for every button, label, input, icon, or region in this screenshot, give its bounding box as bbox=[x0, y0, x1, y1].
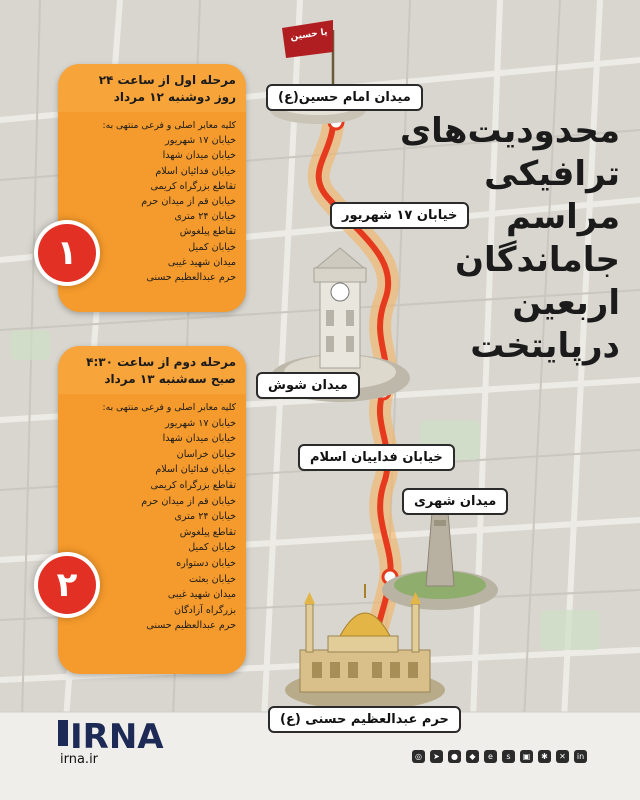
list-item: خیابان میدان شهدا bbox=[162, 150, 236, 162]
title-line-4: جاماندگان bbox=[454, 240, 620, 280]
title-line-2: ترافیکی bbox=[484, 154, 620, 194]
site-url[interactable]: irna.ir bbox=[60, 752, 99, 767]
stage-1-header bbox=[58, 64, 246, 112]
list-item: بزرگراه آزادگان bbox=[174, 604, 236, 616]
title-line-6: درپایتخت bbox=[470, 326, 620, 366]
label-abdolazim-shrine: حرم عبدالعظیم حسنی (ع) bbox=[268, 706, 461, 733]
stage-2-header-line-2: صبح سه‌شنبه ۱۳ مرداد bbox=[104, 372, 236, 386]
title-line-5: اربعین bbox=[512, 283, 620, 323]
list-item: خیابان ۱۷ شهریور bbox=[165, 135, 236, 147]
irna-logo: IRNA bbox=[70, 717, 164, 757]
rubika-icon[interactable]: ▣ bbox=[520, 750, 533, 763]
stage-2-intro: کلیه معابر اصلی و فرعی منتهی به: bbox=[102, 402, 236, 413]
label-imam-hossein-square: میدان امام حسین(ع) bbox=[266, 84, 423, 111]
list-item: خیابان ۲۴ متری bbox=[174, 211, 236, 223]
bale-icon[interactable]: ◆ bbox=[466, 750, 479, 763]
label-shush-square: میدان شوش bbox=[256, 372, 360, 399]
list-item: خیابان قم از میدان حرم bbox=[141, 196, 236, 208]
social-icons bbox=[412, 750, 587, 763]
list-item: حرم عبدالعظیم حسنی bbox=[146, 620, 236, 632]
label-fadaeian-eslam-street: خیابان فداییان اسلام bbox=[298, 444, 455, 471]
telegram-icon[interactable]: ➤ bbox=[430, 750, 443, 763]
label-17-shahrivar-street: خیابان ۱۷ شهریور bbox=[330, 202, 469, 229]
stage-2-header bbox=[58, 346, 246, 394]
flag-text: یا حسین bbox=[289, 27, 329, 43]
x-icon[interactable]: ✕ bbox=[556, 750, 569, 763]
list-item: تقاطع پیلغوش bbox=[179, 526, 236, 538]
list-item: تقاطع پیلغوش bbox=[179, 226, 236, 238]
irna-logo-mark bbox=[58, 720, 68, 746]
eitaa-icon[interactable]: e bbox=[484, 750, 497, 763]
soroush-icon[interactable]: s bbox=[502, 750, 515, 763]
stage-1-header-line-2: روز دوشنبه ۱۲ مرداد bbox=[113, 90, 236, 104]
label-shahr-rey-square: میدان شهری bbox=[402, 488, 508, 515]
list-item: خیابان دستواره bbox=[176, 557, 236, 569]
list-item: خیابان فدائیان اسلام bbox=[155, 464, 236, 476]
stage-1-panel bbox=[58, 64, 246, 312]
list-item: خیابان ۱۷ شهریور bbox=[165, 417, 236, 429]
title-line-3: مراسم bbox=[506, 197, 620, 237]
stage-1-badge: ۱ bbox=[38, 224, 96, 282]
title-line-1: محدودیت‌های bbox=[399, 111, 620, 151]
list-item: میدان شهید غیبی bbox=[167, 256, 236, 268]
stage-2-header-line-1: مرحله دوم از ساعت ۴:۳۰ bbox=[86, 355, 236, 369]
stage-2-panel bbox=[58, 346, 246, 674]
list-item: خیابان کمیل bbox=[188, 542, 236, 554]
linkedin-icon[interactable]: in bbox=[574, 750, 587, 763]
aparat-icon[interactable]: ● bbox=[448, 750, 461, 763]
list-item: خیابان میدان شهدا bbox=[162, 433, 236, 445]
igap-icon[interactable]: ✱ bbox=[538, 750, 551, 763]
list-item: خیابان خراسان bbox=[176, 448, 236, 460]
list-item: خیابان کمیل bbox=[188, 241, 236, 253]
list-item: خیابان فدائیان اسلام bbox=[155, 165, 236, 177]
list-item: تقاطع بزرگراه کریمی bbox=[150, 180, 236, 192]
instagram-icon[interactable]: ◎ bbox=[412, 750, 425, 763]
stage-2-badge: ۲ bbox=[38, 556, 96, 614]
stage-1-intro: کلیه معابر اصلی و فرعی منتهی به: bbox=[102, 120, 236, 131]
list-item: میدان شهید غیبی bbox=[167, 589, 236, 601]
list-item: خیابان قم از میدان حرم bbox=[141, 495, 236, 507]
list-item: خیابان ۲۴ متری bbox=[174, 511, 236, 523]
list-item: حرم عبدالعظیم حسنی bbox=[146, 272, 236, 284]
list-item: خیابان بعثت bbox=[188, 573, 236, 585]
list-item: تقاطع بزرگراه کریمی bbox=[150, 479, 236, 491]
stage-1-header-line-1: مرحله اول از ساعت ۲۴ bbox=[98, 73, 236, 87]
